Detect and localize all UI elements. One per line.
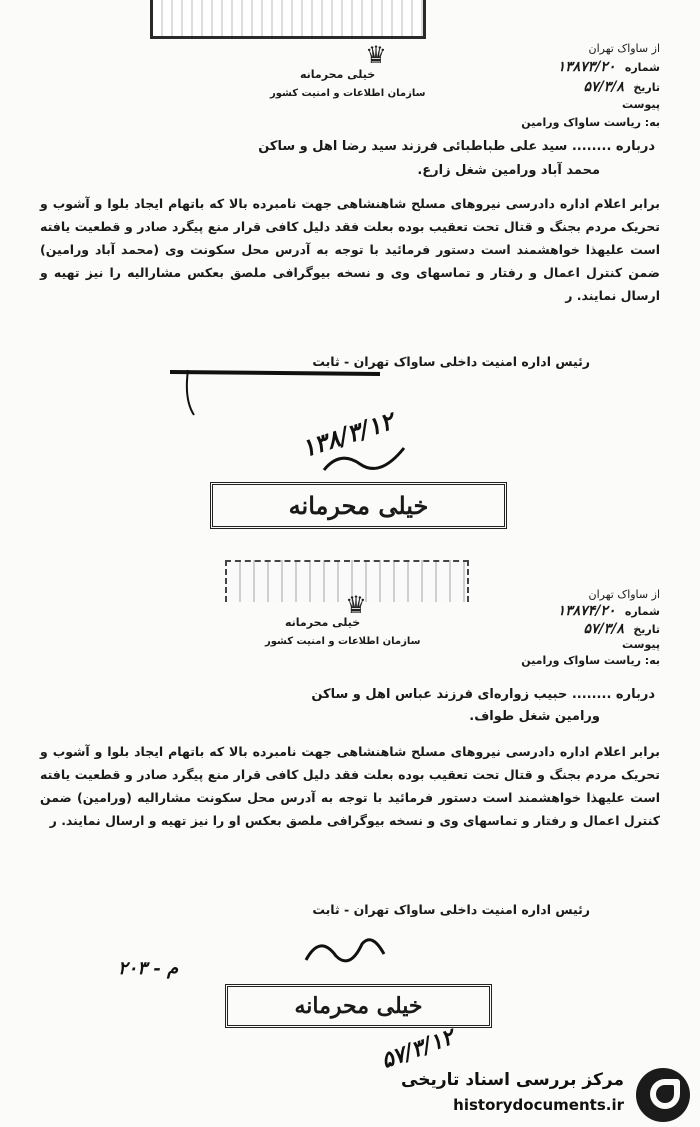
- attachment-label-2: پیوست: [622, 638, 660, 651]
- number-label: شماره: [624, 61, 660, 74]
- subject-text-1: سید علی طباطبائی فرزند سید رضا اهل و ساکن: [258, 139, 568, 154]
- letter-body-2: برابر اعلام اداره دادرسی نیروهای مسلح شاهنشاهی جهت نامبرده بالا که باتهام ایجاد بلوا و آشوب و تحریک مردم بجنگ و قتال تحت تعقیب بوده بعلت فقد دلیل کافی قرار منع پیگرد صادر و قطعیت یافته است علیهذا خواهشمند است دستور فرمائید با توجه به آدرس محل سکونت مشارالیه (ورامین) ضمن کنترل اعمال و رفتار و تماسهای وی و نسخه بیوگرافی ملصق بعکس او را نیز تهیه و ارسال نمایند. ر: [40, 744, 660, 828]
- signature-line: رئیس اداره امنیت داخلی ساواک تهران - ثابت: [312, 354, 590, 369]
- attachment-field: [360, 98, 660, 112]
- from-field: [360, 42, 660, 56]
- watermark: [390, 1068, 690, 1123]
- lion-sun-emblem-icon-2: ♛: [345, 591, 367, 619]
- number-label-2: شماره: [624, 605, 660, 618]
- date-value: ۵۷/۳/۸: [583, 79, 624, 95]
- subject-label: درباره: [615, 139, 655, 154]
- classification-header: خیلی محرمانه: [300, 68, 376, 81]
- subject-text-2: محمد آباد ورامین شغل زارع.: [417, 163, 600, 178]
- lion-sun-emblem-icon: ♛: [365, 41, 387, 69]
- number-value: ۱۳۸۷۳/۲۰: [557, 59, 616, 75]
- attachment-label: پیوست: [622, 98, 660, 111]
- date-label: تاریخ: [633, 81, 660, 94]
- header-scrap: [150, 0, 426, 39]
- recipient: به: ریاست ساواک ورامین: [521, 116, 660, 129]
- watermark-url[interactable]: historydocuments.ir: [453, 1096, 624, 1114]
- from-field-2: [360, 588, 660, 602]
- signature-line-2: رئیس اداره امنیت داخلی ساواک تهران - ثابت: [312, 902, 590, 917]
- subject-label-2: درباره: [615, 687, 655, 702]
- handwritten-date-2: ۵۷/۳/۱۲: [377, 1023, 458, 1075]
- subject-text-2-2: ورامین شغل طواف.: [469, 709, 600, 724]
- date-field-2: [360, 622, 660, 637]
- watermark-title: مرکز بررسی اسناد تاریخی: [401, 1070, 624, 1090]
- from-text-2: از ساواک تهران: [588, 588, 660, 601]
- subject-text-2-1: حبیب زواره‌ای فرزند عباس اهل و ساکن: [311, 687, 568, 702]
- date-label-2: تاریخ: [633, 623, 660, 636]
- letter-body: برابر اعلام اداره دادرسی نیروهای مسلح شاهنشاهی جهت نامبرده بالا که باتهام ایجاد بلوا و آشوب و تحریک مردم بجنگ و قتال تحت تعقیب بوده بعلت فقد دلیل کافی قرار منع پیگرد صادر و قطعیت یافته است علیهذا خواهشمند است دستور فرمائید با توجه به آدرس محل سکونت وی (محمد آباد ورامین) ضمن کنترل اعمال و رفتار و تماسهای وی و نسخه بیوگرافی ملصق بعکس مشارالیه را نیز تهیه و ارسال نمایند. ر: [40, 196, 660, 303]
- handwritten-date: ۱۳۸/۳/۱۲: [297, 406, 398, 463]
- number-field: [360, 60, 660, 75]
- handwritten-scribble-icon: [320, 440, 410, 480]
- subject-line-1: درباره ........ سید علی طباطبائی فرزند سید رضا اهل و ساکن: [258, 139, 655, 154]
- signature-scribble-icon: [160, 360, 390, 420]
- subject-line-2-1: درباره ........ حبیب زواره‌ای فرزند عباس اهل و ساکن: [311, 687, 655, 702]
- agency-name-2: سازمان اطلاعات و امنیت کشور: [265, 636, 421, 647]
- from-text: از ساواک تهران: [588, 42, 660, 55]
- agency-name: سازمان اطلاعات و امنیت کشور: [270, 88, 426, 99]
- number-field-2: [360, 604, 660, 619]
- date-value-2: ۵۷/۳/۸: [583, 621, 624, 637]
- classification-stamp-2: خیلی محرمانه: [225, 984, 492, 1028]
- recipient-2: به: ریاست ساواک ورامین: [521, 654, 660, 667]
- number-value-2: ۱۳۸۷۴/۲۰: [557, 603, 616, 619]
- classification-header-2: خیلی محرمانه: [285, 616, 361, 629]
- signature-scribble-icon-2: [300, 930, 390, 970]
- archive-logo-icon: [636, 1068, 690, 1122]
- classification-stamp: خیلی محرمانه: [210, 482, 507, 529]
- handwritten-margin: ۲۰۳ - م: [118, 958, 179, 979]
